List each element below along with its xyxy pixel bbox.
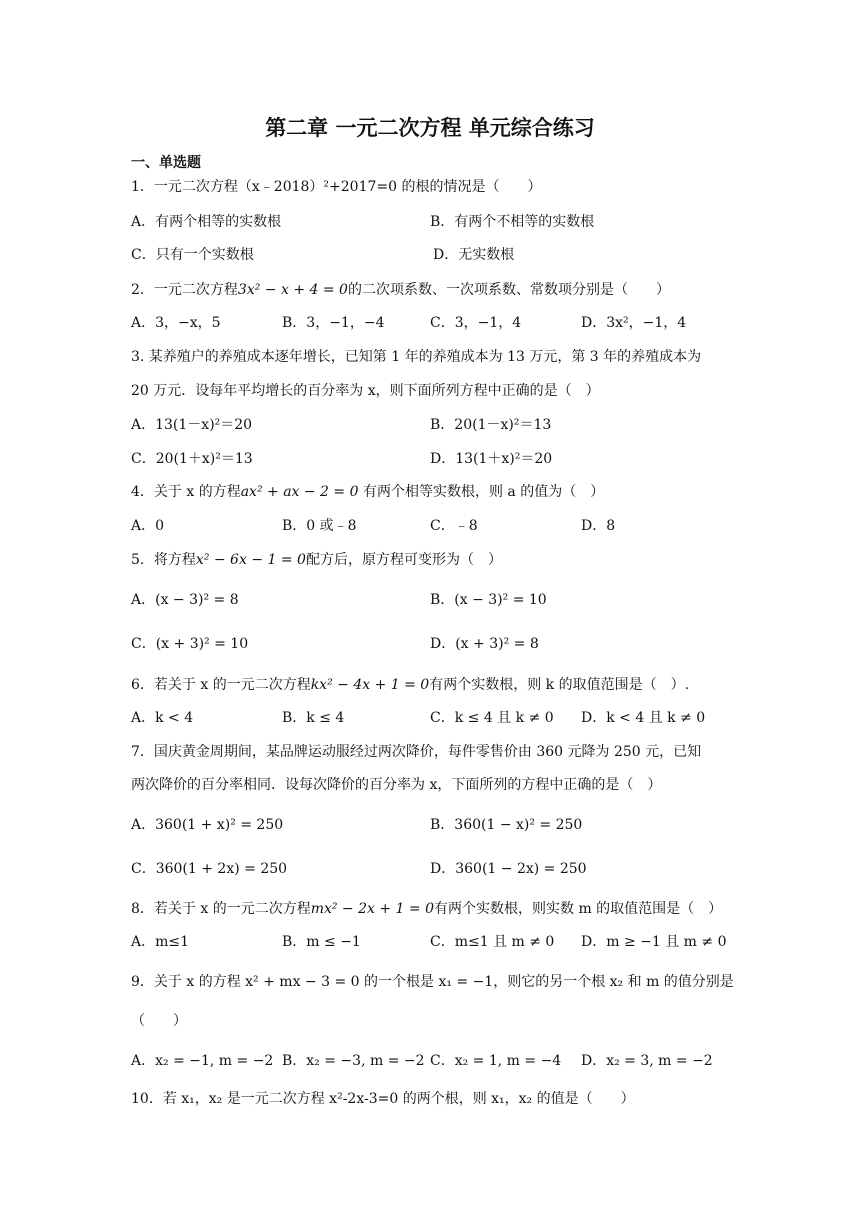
question-2-stem-suffix: 的二次项系数、一次项系数、常数项分别是（ ） [347, 282, 670, 298]
question-3-option-a[interactable]: A．13(1－x)²＝20 [131, 417, 253, 433]
question-6-option-d[interactable]: D．k < 4 且 k ≠ 0 [581, 710, 706, 726]
question-8-option-b[interactable]: B．m ≤ −1 [282, 934, 361, 950]
question-7-option-b[interactable]: B．360(1 − x)² = 250 [430, 817, 583, 833]
question-4-option-c[interactable]: C．﹣8 [430, 518, 478, 534]
question-6-option-b[interactable]: B．k ≤ 4 [282, 710, 345, 726]
question-1-option-b[interactable]: B．有两个不相等的实数根 [430, 214, 595, 230]
question-2-stem [131, 280, 670, 300]
question-8-stem [131, 899, 722, 919]
question-1-option-d[interactable]: D．无实数根 [433, 247, 515, 263]
question-1-stem: 1．一元二次方程（x﹣2018）²+2017=0 的根的情况是（ ） [131, 179, 542, 195]
question-7-option-c[interactable]: C．360(1 + 2x) = 250 [131, 861, 288, 877]
question-7-stem-line-2: 两次降价的百分率相同．设每次降价的百分率为 x，下面所列的方程中正确的是（ ） [131, 777, 662, 793]
question-3-option-d[interactable]: D．13(1＋x)²＝20 [430, 451, 553, 467]
question-2-stem-prefix: 2．一元二次方程 [131, 282, 238, 298]
question-5-stem [131, 550, 502, 570]
question-4-option-b[interactable]: B．0 或﹣8 [282, 518, 357, 534]
question-5-option-b[interactable]: B．(x − 3)² = 10 [430, 592, 547, 608]
question-2-option-c[interactable]: C．3，−1，4 [430, 315, 522, 331]
question-4-option-d[interactable]: D．8 [581, 518, 616, 534]
question-9-option-d[interactable]: D．x₂ = 3, m = −2 [581, 1053, 713, 1069]
question-4-option-a[interactable]: A．0 [131, 518, 165, 534]
question-4-stem [131, 482, 604, 502]
question-2-option-b[interactable]: B．3，−1，−4 [282, 315, 385, 331]
question-8-stem-prefix: 8．若关于 x 的一元二次方程 [131, 901, 311, 917]
question-7-stem-line-1: 7．国庆黄金周期间，某品牌运动服经过两次降价，每件零售价由 360 元降为 250 元，已知 [131, 744, 702, 760]
question-6-equation: kx² − 4x + 1 = 0 [310, 677, 430, 693]
page-title: 第二章 一元二次方程 单元综合练习 [265, 116, 595, 140]
question-3-stem-line-2: 20 万元．设每年平均增长的百分率为 x，则下面所列方程中正确的是（ ） [131, 383, 600, 399]
question-8-option-d[interactable]: D．m ≥ −1 且 m ≠ 0 [581, 934, 727, 950]
question-6-option-a[interactable]: A．k < 4 [131, 710, 194, 726]
question-6-stem-suffix: 有两个实数根，则 k 的取值范围是（ ）. [429, 677, 690, 693]
question-8-equation: mx² − 2x + 1 = 0 [310, 901, 434, 917]
question-5-equation: x² − 6x − 1 = 0 [195, 552, 306, 568]
question-5-option-a[interactable]: A．(x − 3)² = 8 [131, 592, 239, 608]
question-8-option-c[interactable]: C．m≤1 且 m ≠ 0 [430, 934, 555, 950]
question-9-option-a[interactable]: A．x₂ = −1, m = −2 [131, 1053, 274, 1069]
question-2-option-a[interactable]: A．3，−x，5 [131, 315, 221, 331]
question-7-option-a[interactable]: A．360(1 + x)² = 250 [131, 817, 284, 833]
question-1-option-a[interactable]: A．有两个相等的实数根 [131, 214, 282, 230]
question-5-option-d[interactable]: D．(x + 3)² = 8 [430, 636, 539, 652]
question-4-equation: ax² + ax − 2 = 0 [240, 484, 359, 500]
section-heading: 一、单选题 [131, 155, 201, 171]
question-4-stem-prefix: 4．关于 x 的方程 [131, 484, 241, 500]
question-10-stem: 10．若 x₁，x₂ 是一元二次方程 x²-2x-3=0 的两个根，则 x₁，x₂ 的值是（ ） [131, 1091, 635, 1107]
question-7-option-d[interactable]: D．360(1 − 2x) = 250 [430, 861, 587, 877]
question-9-option-c[interactable]: C．x₂ = 1, m = −4 [430, 1053, 562, 1069]
question-3-stem-line-1: 3. 某养殖户的养殖成本逐年增长，已知第 1 年的养殖成本为 13 万元，第 3 年的养殖成本为 [131, 349, 702, 365]
question-6-stem [131, 675, 689, 695]
question-8-option-a[interactable]: A．m≤1 [131, 934, 190, 950]
question-5-option-c[interactable]: C．(x + 3)² = 10 [131, 636, 249, 652]
question-4-stem-suffix: 有两个相等实数根，则 a 的值为（ ） [362, 484, 605, 500]
question-2-option-d[interactable]: D．3x²，−1，4 [581, 315, 687, 331]
question-5-stem-prefix: 5．将方程 [131, 552, 196, 568]
question-6-stem-prefix: 6．若关于 x 的一元二次方程 [131, 677, 311, 693]
question-1-option-c[interactable]: C．只有一个实数根 [131, 247, 254, 263]
question-2-equation: 3x² − x + 4 = 0 [237, 282, 348, 298]
question-6-option-c[interactable]: C．k ≤ 4 且 k ≠ 0 [430, 710, 554, 726]
question-8-stem-suffix: 有两个实数根，则实数 m 的取值范围是（ ） [434, 901, 723, 917]
question-9-stem-line-2: （ ） [131, 1013, 187, 1029]
question-3-option-b[interactable]: B．20(1－x)²＝13 [430, 417, 552, 433]
question-5-stem-suffix: 配方后，原方程可变形为（ ） [305, 552, 502, 568]
question-3-option-c[interactable]: C．20(1＋x)²＝13 [131, 451, 253, 467]
question-9-stem-line-1: 9．关于 x 的方程 x² + mx − 3 = 0 的一个根是 x₁ = −1，则它的另一个根 x₂ 和 m 的值分别是 [131, 974, 734, 990]
question-9-option-b[interactable]: B．x₂ = −3, m = −2 [282, 1053, 425, 1069]
